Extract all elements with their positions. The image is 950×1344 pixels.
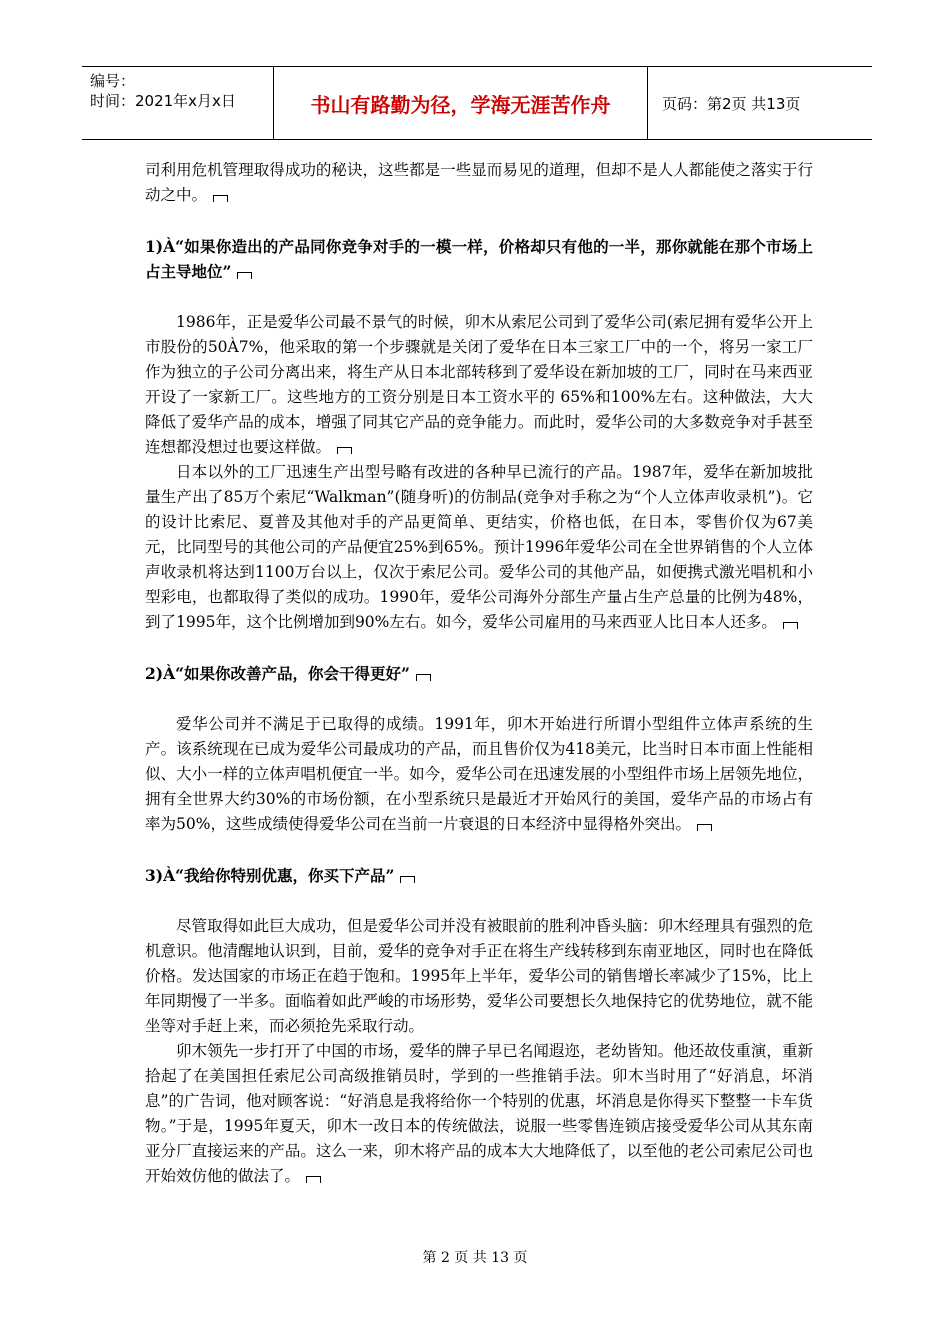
paragraph-mark-icon xyxy=(400,876,415,883)
paragraph: 尽管取得如此巨大成功，但是爱华公司并没有被眼前的胜利冲昏头脑：卯木经理具有强烈的危机意识。他清醒地认识到，目前，爱华的竞争对手正在将生产线转移到东南亚地区，同时也在降低价格。发达国家的市场正在趋于饱和。1995年上半年，爱华公司的销售增长率减少了15%，比上年同期慢了一半多。面临着如此严峻的市场形势，爱华公司要想长久地保持它的优势地位，就不能坐等对手赶上来，而必须抢先采取行动。 xyxy=(145,917,813,1035)
document-number-label: 编号： xyxy=(90,72,136,90)
paragraph-mark-icon xyxy=(783,622,798,629)
paragraph: 卯木领先一步打开了中国的市场，爱华的牌子早已名闻遐迩，老幼皆知。他还故伎重演，重新拾起了在美国担任索尼公司高级推销员时，学到的一些推销手法。卯木当时用了“好消息，坏消息”的广告词，他对顾客说：“好消息是我将给你一个特别的优惠，坏消息是你得买下整整一卡车货物。”于是，1995年夏天，卯木一改日本的传统做法，说服一些零售连锁店接受爱华公司从其东南亚分厂直接运来的产品。这么一来，卯木将产品的成本大大地降低了，以至他的老公司索尼公司也开始效仿他的做法了。 xyxy=(145,1042,813,1185)
header-motto: 书山有路勤为径，学海无涯苦作舟 xyxy=(274,67,648,139)
section-heading-3: 3)À“我给你特别优惠，你买下产品” xyxy=(145,863,813,888)
paragraph: 1986年，正是爱华公司最不景气的时候，卯木从索尼公司到了爱华公司(索尼拥有爱华公开上市股份的50À7%，他采取的第一个步骤就是关闭了爱华在日本三家工厂中的一个，将另一家工厂作为独立的子公司分离出来，将生产从日本北部转移到了爱华设在新加坡的工厂，同时在马来西亚开设了一家新工厂。这些地方的工资分别是日本工资水平的 65%和100%左右。这种做法，大大降低了爱华产品的成本，增强了同其它产品的竞争能力。而此时，爱华公司的大多数竞争对手甚至连想都没想过也要这样做。 xyxy=(145,313,813,456)
page-header xyxy=(82,66,872,140)
paragraph-mark-icon xyxy=(337,447,352,454)
header-page-info: 页码：第2页 共13页 xyxy=(662,94,801,113)
document-date: 时间：2021年x月x日 xyxy=(90,92,236,110)
paragraph-mark-icon xyxy=(213,195,228,202)
paragraph-mark-icon xyxy=(416,674,431,681)
section-heading-2: 2)À“如果你改善产品，你会干得更好” xyxy=(145,661,813,686)
document-body xyxy=(145,158,813,1189)
paragraph-mark-icon xyxy=(306,1176,321,1183)
page-footer: 第 2 页 共 13 页 xyxy=(422,1250,528,1266)
paragraph: 爱华公司并不满足于已取得的成绩。1991年，卯木开始进行所谓小型组件立体声系统的生产。该系统现在已成为爱华公司最成功的产品，而且售价仅为418美元，比当时日本市面上性能相似、大小一样的立体声唱机便宜一半。如今，爱华公司在迅速发展的小型组件市场上居领先地位，拥有全世界大约30%的市场份额，在小型系统只是最近才开始风行的美国，爱华产品的市场占有率为50%，这些成绩使得爱华公司在当前一片衰退的日本经济中显得格外突出。 xyxy=(145,715,813,833)
paragraph-mark-icon xyxy=(697,824,712,831)
header-meta xyxy=(82,67,274,139)
paragraph: 日本以外的工厂迅速生产出型号略有改进的各种早已流行的产品。1987年，爱华在新加坡批量生产出了85万个索尼“Walkman”(随身听)的仿制品(竞争对手称之为“个人立体声收录机”)。它的设计比索尼、夏普及其他对手的产品更简单、更结实，价格也低，在日本，零售价仅为67美元，比同型号的其他公司的产品便宜25%到65%。预计1996年爱华公司在全世界销售的个人立体声收录机将达到1100万台以上，仅次于索尼公司。爱华公司的其他产品，如便携式激光唱机和小型彩电，也都取得了类似的成功。1990年，爱华公司海外分部生产量占生产总量的比例为48%，到了1995年，这个比例增加到90%左右。如今，爱华公司雇用的马来西亚人比日本人还多。 xyxy=(145,463,813,631)
paragraph-mark-icon xyxy=(237,272,252,279)
paragraph: 司利用危机管理取得成功的秘诀，这些都是一些显而易见的道理，但却不是人人都能使之落实于行动之中。 xyxy=(145,161,813,204)
section-heading-1: 1)À“如果你造出的产品同你竞争对手的一模一样，价格却只有他的一半，那你就能在那个市场上占主导地位” xyxy=(145,237,813,281)
